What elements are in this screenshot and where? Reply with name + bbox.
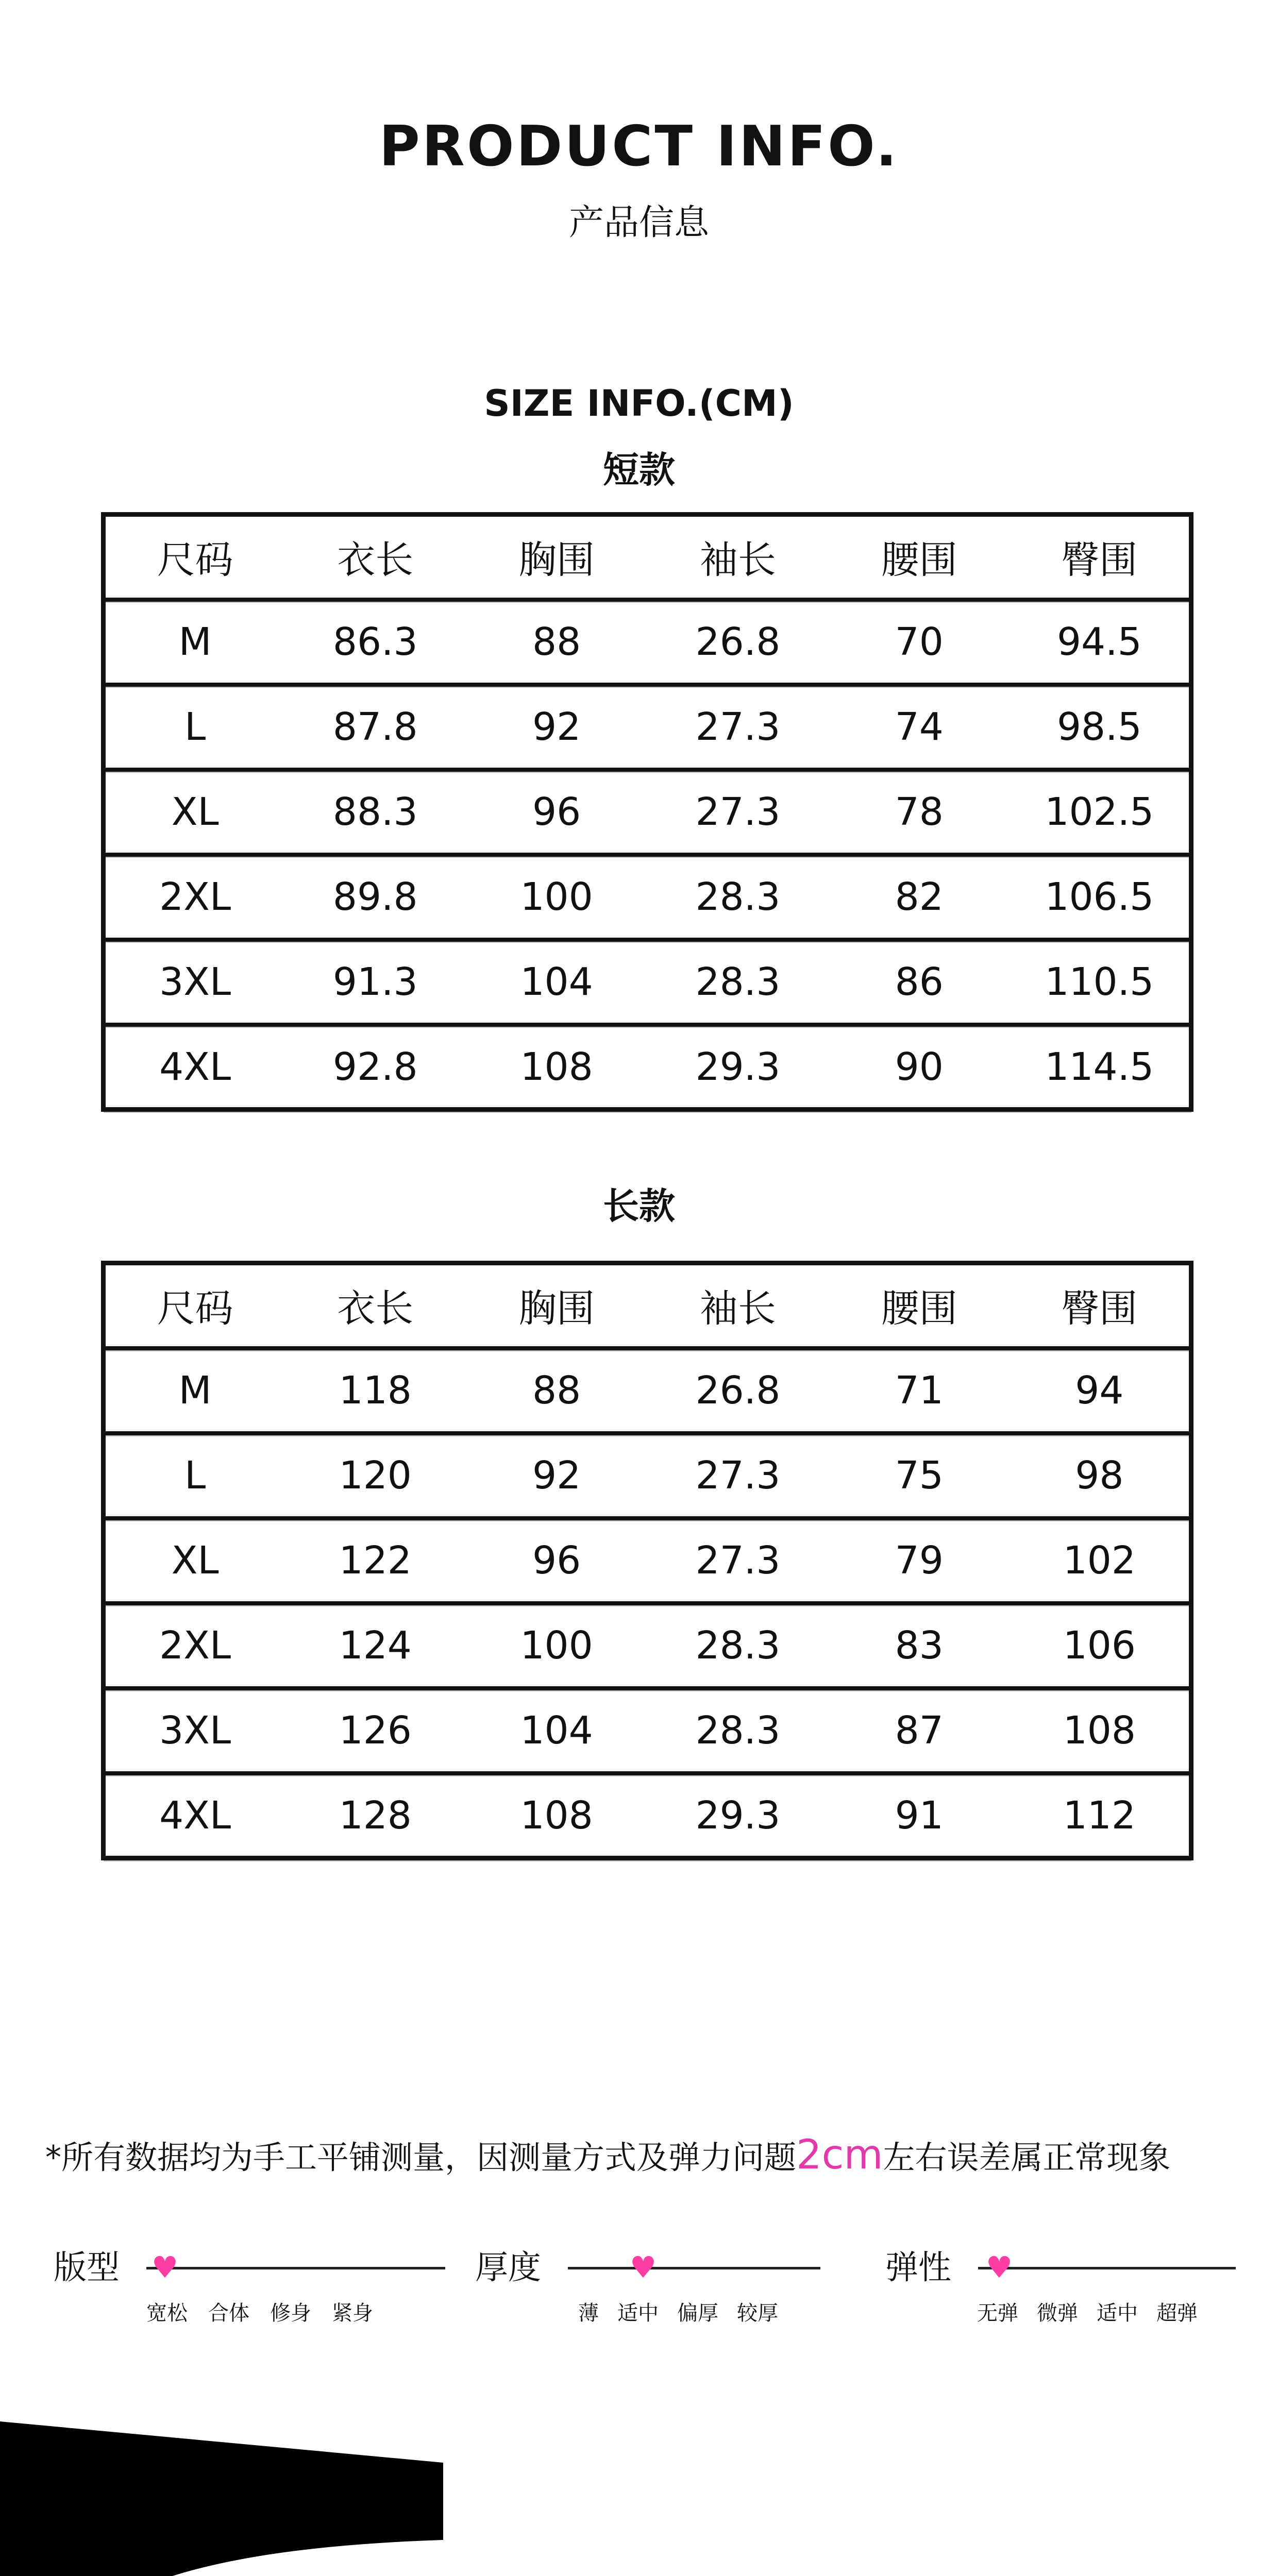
table-row xyxy=(104,1433,1191,1518)
table-row xyxy=(104,1688,1191,1773)
table-cell: 4XL xyxy=(104,1773,285,1858)
table-cell: 102.5 xyxy=(1010,770,1191,855)
table-cell: 102 xyxy=(1010,1518,1191,1603)
table-header-row xyxy=(104,1263,1191,1348)
table-header-cell: 胸围 xyxy=(466,515,647,600)
table-row xyxy=(104,1518,1191,1603)
table-cell: 92 xyxy=(466,1433,647,1518)
table-cell: 86.3 xyxy=(284,600,466,685)
decorative-s-shape xyxy=(0,2421,567,2576)
table-cell: 104 xyxy=(466,940,647,1025)
long-size-table xyxy=(101,1261,1193,1860)
table-cell: 79 xyxy=(829,1518,1010,1603)
fit-option: 修身 xyxy=(270,2301,311,2325)
table-cell: 28.3 xyxy=(647,1688,829,1773)
table-cell: M xyxy=(104,600,285,685)
table-cell: 29.3 xyxy=(647,1025,829,1110)
table-cell: 70 xyxy=(829,600,1010,685)
table-cell: 112 xyxy=(1010,1773,1191,1858)
table-row xyxy=(104,600,1191,685)
table-row xyxy=(104,1603,1191,1688)
table-row xyxy=(104,1773,1191,1858)
table-row xyxy=(104,940,1191,1025)
table-cell: 92.8 xyxy=(284,1025,466,1110)
table-header-cell: 胸围 xyxy=(466,1263,647,1348)
table-cell: 3XL xyxy=(104,940,285,1025)
note-text-after: 左右误差属正常现象 xyxy=(883,2139,1171,2176)
table-cell: 89.8 xyxy=(284,855,466,940)
table-cell: 94 xyxy=(1010,1348,1191,1433)
table-cell: 28.3 xyxy=(647,1603,829,1688)
table-cell: 108 xyxy=(466,1025,647,1110)
table-header-row xyxy=(104,515,1191,600)
table-cell: 98.5 xyxy=(1010,685,1191,770)
table-cell: 83 xyxy=(829,1603,1010,1688)
table-row xyxy=(104,1025,1191,1110)
fit-option: 宽松 xyxy=(146,2301,188,2325)
measurement-note xyxy=(45,2132,1171,2178)
table-cell: L xyxy=(104,1433,285,1518)
short-size-table xyxy=(101,512,1193,1112)
thickness-option: 薄 xyxy=(578,2301,599,2325)
elasticity-option: 超弹 xyxy=(1156,2301,1198,2325)
table-header-cell: 尺码 xyxy=(104,515,285,600)
table-cell: 87 xyxy=(829,1688,1010,1773)
table-row xyxy=(104,855,1191,940)
table-cell: 96 xyxy=(466,770,647,855)
heart-icon: ♥ xyxy=(152,2250,178,2285)
table-cell: 100 xyxy=(466,1603,647,1688)
table-cell: 27.3 xyxy=(647,685,829,770)
table-cell: 88.3 xyxy=(284,770,466,855)
table-cell: 94.5 xyxy=(1010,600,1191,685)
table-cell: 27.3 xyxy=(647,1433,829,1518)
table-cell: 128 xyxy=(284,1773,466,1858)
table-cell: 118 xyxy=(284,1348,466,1433)
table-cell: 108 xyxy=(1010,1688,1191,1773)
table-cell: 91 xyxy=(829,1773,1010,1858)
table-cell: 3XL xyxy=(104,1688,285,1773)
fit-scale-options xyxy=(146,2297,373,2326)
table-cell: 108 xyxy=(466,1773,647,1858)
table-header-cell: 衣长 xyxy=(284,1263,466,1348)
thickness-option: 适中 xyxy=(617,2301,659,2325)
table-row xyxy=(104,770,1191,855)
table-row xyxy=(104,1348,1191,1433)
table-cell: 2XL xyxy=(104,855,285,940)
table-cell: 120 xyxy=(284,1433,466,1518)
table-cell: 88 xyxy=(466,600,647,685)
thickness-scale-label: 厚度 xyxy=(475,2249,541,2287)
table-cell: 27.3 xyxy=(647,770,829,855)
table-cell: 28.3 xyxy=(647,855,829,940)
elasticity-scale xyxy=(885,2241,1236,2344)
table-header-cell: 臀围 xyxy=(1010,1263,1191,1348)
elasticity-scale-label: 弹性 xyxy=(885,2249,951,2287)
fit-option: 紧身 xyxy=(332,2301,373,2325)
table-header-cell: 臀围 xyxy=(1010,515,1191,600)
table-cell: 87.8 xyxy=(284,685,466,770)
fit-scale-label: 版型 xyxy=(54,2249,120,2287)
table-cell: 106.5 xyxy=(1010,855,1191,940)
table-header-cell: 袖长 xyxy=(647,515,829,600)
table-cell: 110.5 xyxy=(1010,940,1191,1025)
table-cell: L xyxy=(104,685,285,770)
thickness-scale xyxy=(475,2241,826,2344)
note-highlight: 2cm xyxy=(796,2132,883,2178)
elasticity-option: 适中 xyxy=(1097,2301,1138,2325)
table-cell: 28.3 xyxy=(647,940,829,1025)
table-cell: 26.8 xyxy=(647,600,829,685)
table-header-cell: 衣长 xyxy=(284,515,466,600)
table-cell: 90 xyxy=(829,1025,1010,1110)
table-cell: 96 xyxy=(466,1518,647,1603)
fit-option: 合体 xyxy=(208,2301,249,2325)
table-cell: 2XL xyxy=(104,1603,285,1688)
elasticity-option: 无弹 xyxy=(977,2301,1018,2325)
table-cell: 29.3 xyxy=(647,1773,829,1858)
table-header-cell: 腰围 xyxy=(829,515,1010,600)
size-info-title: SIZE INFO.(CM) xyxy=(484,382,794,425)
table-header-cell: 腰围 xyxy=(829,1263,1010,1348)
elasticity-scale-options xyxy=(977,2297,1198,2326)
table-cell: 74 xyxy=(829,685,1010,770)
table-header-cell: 尺码 xyxy=(104,1263,285,1348)
heart-icon: ♥ xyxy=(630,2250,657,2285)
table-cell: 86 xyxy=(829,940,1010,1025)
short-style-title: 短款 xyxy=(603,449,675,491)
table-cell: 100 xyxy=(466,855,647,940)
table-cell: 92 xyxy=(466,685,647,770)
table-cell: 114.5 xyxy=(1010,1025,1191,1110)
heart-icon: ♥ xyxy=(986,2250,1013,2285)
table-cell: 124 xyxy=(284,1603,466,1688)
table-cell: M xyxy=(104,1348,285,1433)
table-cell: 4XL xyxy=(104,1025,285,1110)
thickness-scale-options xyxy=(578,2297,778,2326)
elasticity-option: 微弹 xyxy=(1037,2301,1078,2325)
table-cell: 82 xyxy=(829,855,1010,940)
table-cell: 98 xyxy=(1010,1433,1191,1518)
table-cell: 78 xyxy=(829,770,1010,855)
table-cell: 88 xyxy=(466,1348,647,1433)
table-cell: 91.3 xyxy=(284,940,466,1025)
fit-scale xyxy=(54,2241,404,2344)
table-cell: 106 xyxy=(1010,1603,1191,1688)
table-cell: 104 xyxy=(466,1688,647,1773)
table-row xyxy=(104,685,1191,770)
fit-scale-track xyxy=(146,2267,445,2269)
table-cell: 27.3 xyxy=(647,1518,829,1603)
table-cell: XL xyxy=(104,1518,285,1603)
table-cell: 75 xyxy=(829,1433,1010,1518)
table-cell: 122 xyxy=(284,1518,466,1603)
elasticity-scale-track xyxy=(978,2267,1236,2269)
long-style-title: 长款 xyxy=(603,1185,675,1227)
table-cell: 126 xyxy=(284,1688,466,1773)
page-subtitle: 产品信息 xyxy=(568,202,709,243)
thickness-scale-track xyxy=(568,2267,820,2269)
table-cell: 71 xyxy=(829,1348,1010,1433)
table-cell: 26.8 xyxy=(647,1348,829,1433)
note-text-before: *所有数据均为手工平铺测量，因测量方式及弹力问题 xyxy=(45,2139,797,2176)
thickness-option: 偏厚 xyxy=(677,2301,718,2325)
page-title: PRODUCT INFO. xyxy=(379,114,899,179)
table-header-cell: 袖长 xyxy=(647,1263,829,1348)
thickness-option: 较厚 xyxy=(737,2301,778,2325)
table-cell: XL xyxy=(104,770,285,855)
